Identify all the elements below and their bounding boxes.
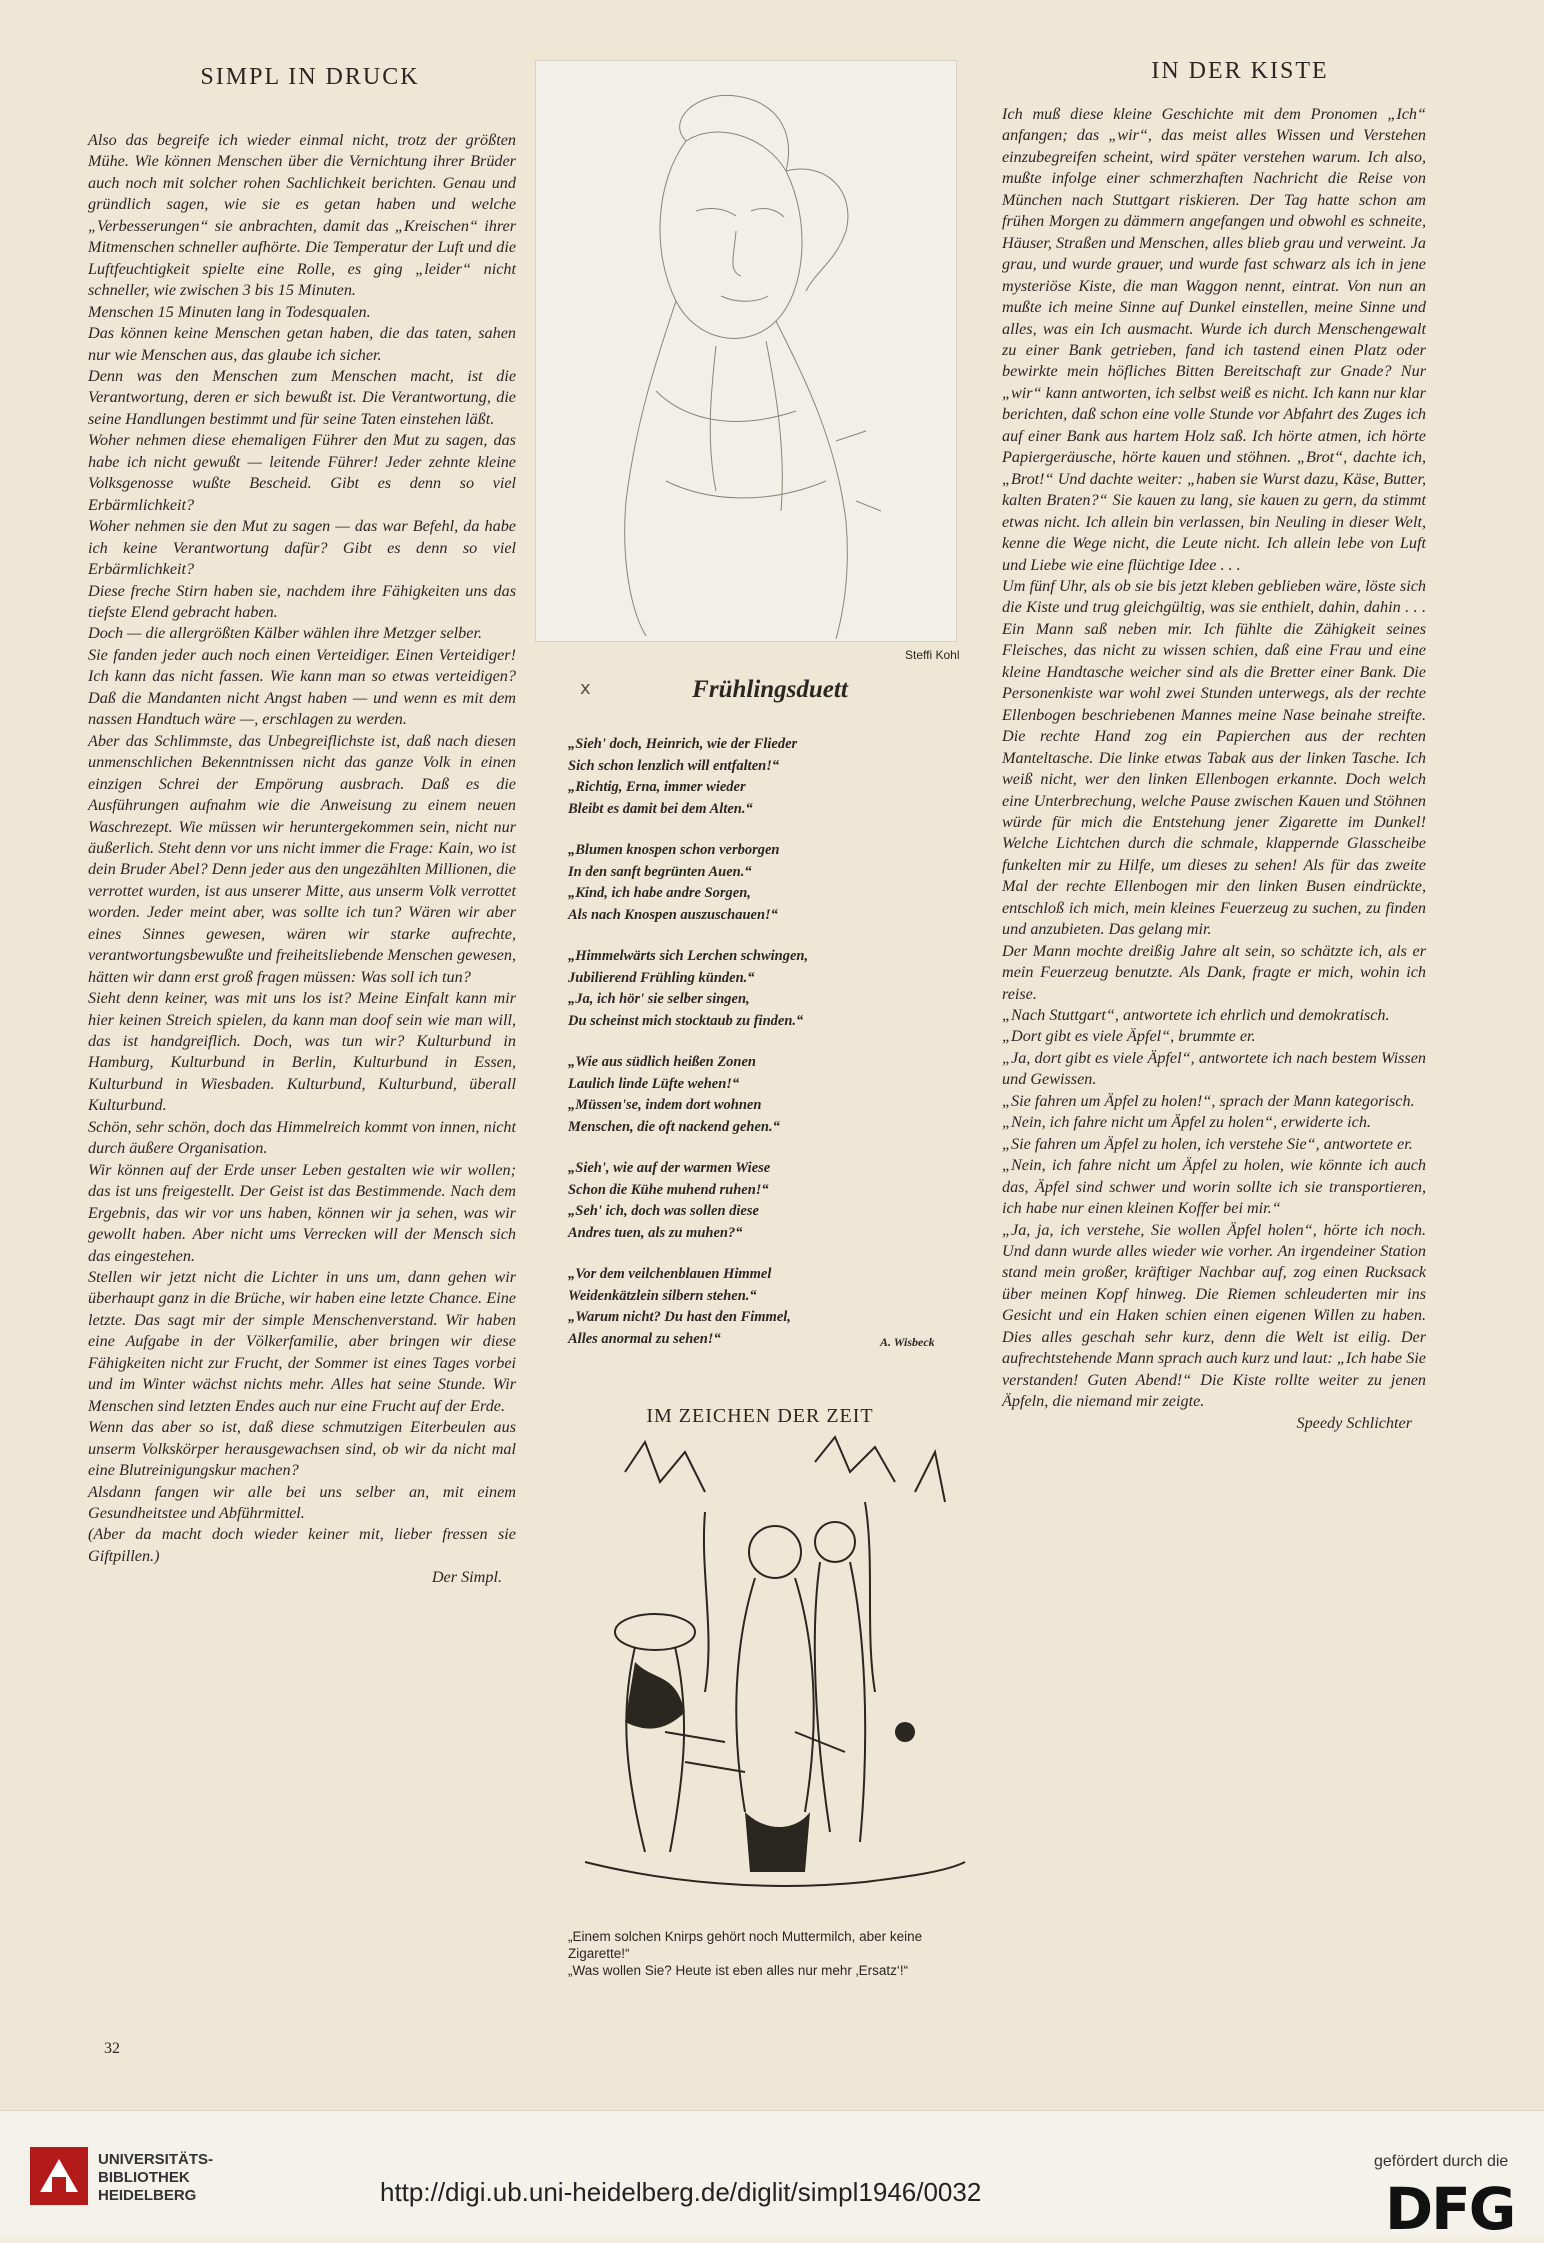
poem-line: Schon die Kühe muhend ruhen!“: [568, 1181, 769, 1198]
caption-line: „Was wollen Sie? Heute ist eben alles nur mehr ‚Ersatz‘!“: [568, 1963, 909, 1978]
poem-title: Frühlingsduett: [692, 676, 848, 703]
poem-line: „Warum nicht? Du hast den Fimmel,: [568, 1309, 791, 1325]
paragraph: Woher nehmen diese ehemaligen Führer den Mut zu sagen, das habe ich nicht gewußt — leitende Führer! Jeder zehnte kleine Volksgenosse wußte Bescheid. Gibt es denn so viel Erbärmlichkeit?: [88, 431, 516, 514]
paragraph: Alsdann fangen wir alle bei uns selber an, mit einem Gesundheitstee und Abführmittel.: [88, 1482, 516, 1522]
library-name-line: BIBLIOTHEK: [98, 2169, 190, 2186]
poem-line: In den sanft begrünten Auen.“: [568, 863, 752, 880]
poem-stanza: [568, 734, 968, 820]
right-column-heading: IN DER KISTE: [1151, 58, 1329, 84]
poem: [568, 734, 968, 1370]
paragraph: Wir können auf der Erde unser Leben gestalten wie wir wollen; das ist uns freigestellt. Der Geist ist das Bestimmende. Nach dem Ergebnis, das wir vor uns haben, können wir ja sehen, was wir gewollt haben. Aber nicht ums Verrecken will der Mensch sich das eingestehen.: [88, 1160, 516, 1265]
poem-line: Jubilierend Frühling künden.“: [568, 969, 755, 986]
poem-line: Menschen, die oft nackend gehen.“: [568, 1118, 780, 1135]
poem-line: „Müssen'se, indem dort wohnen: [568, 1097, 762, 1113]
paragraph: Stellen wir jetzt nicht die Lichter in uns um, dann gehen wir überhaupt ganz in die Brüche, wir haben eine letzte Chance. Eine letzte. Das sagt mir der simple Menschenverstand. Wir haben eine Aufgabe in der Völkerfamilie, aber bringen wir diese Fähigkeiten nicht zur Frucht, der Sommer ist eines Tages vorbei und im Winter wächst nichts mehr. Alles hat seine Stunde. Wir Menschen sind letzten Endes auch nur eine Frucht auf der Erde.: [88, 1268, 516, 1415]
paragraph: „Sie fahren um Äpfel zu holen!“, sprach der Mann kategorisch.: [1002, 1091, 1415, 1110]
paragraph: „Ja, dort gibt es viele Äpfel“, antwortete ich nach bestem Wissen und Gewissen.: [1002, 1048, 1426, 1089]
paragraph: Wenn das aber so ist, daß diese schmutzigen Eiterbeulen aus unserm Volkskörper herausgewachsen sind, ob wir da nicht mal eine Blutreinigungskur machen?: [88, 1418, 516, 1480]
poem-line: „Himmelwärts sich Lerchen schwingen,: [568, 948, 809, 964]
poem-line: Alles anormal zu sehen!“: [568, 1330, 721, 1347]
library-name: [98, 2151, 213, 2205]
paragraph: Sie fanden jeder auch noch einen Verteidiger. Einen Verteidiger! Ich kann das nicht fassen. Wie kann man so etwas verteidigen? Daß die Mandanten nicht Angst haben — und wenn es mit dem nassen Handtuch wäre —, erschlagen zu werden.: [88, 645, 516, 729]
university-library-logo-icon: [30, 2147, 88, 2205]
image-credit: Steffi Kohl: [905, 648, 960, 662]
poem-stanza: [568, 1052, 968, 1138]
poem-line: Als nach Knospen auszuschauen!“: [568, 906, 778, 923]
cartoon-drawing: [565, 1432, 975, 1920]
right-column-text: [1002, 104, 1426, 1434]
portrait-sketch: [535, 60, 957, 642]
paragraph: Woher nehmen sie den Mut zu sagen — das war Befehl, da habe ich keine Verantwortung dafür? Gibt es denn so viel Erbärmlichkeit?: [88, 517, 516, 579]
paragraph: (Aber da macht doch wieder keiner mit, lieber fressen sie Giftpillen.): [88, 1525, 516, 1565]
paragraph: „Ja, ja, ich verstehe, Sie wollen Äpfel holen“, hörte ich noch. Und dann wurde alles wieder wie vorher. An irgendeiner Station stand mein großer, kräftiger Nachbar auf, zog einen Rucksack über meinen Kopf hinweg. Die Riemen schleuderten mir ins Gesicht und ein Haken schien einen eigenen Willen zu haben. Dies alles geschah sehr kurz, denn die Welt ist eilig. Der aufrechtstehende Mann sprach auch kurz und laut: „Ich habe Sie verstanden! Guten Abend!“ Die Kiste rollte weiter zu jenen Äpfeln, die niemand mir zeigte.: [1002, 1220, 1426, 1411]
paragraph: Das können keine Menschen getan haben, die das taten, sahen nur wie Menschen aus, das glaube ich sicher.: [88, 324, 516, 364]
paragraph: Menschen 15 Minuten lang in Todesqualen.: [88, 302, 371, 321]
paragraph: Ich muß diese kleine Geschichte mit dem Pronomen „Ich“ anfangen; das „wir“, das meist alles Wissen und Verstehen einzubegreifen scheint, wird später verstehen warum. Ich also, mußte infolge einer schmerzhaften Nachricht die Reise von München nach Stuttgart riskieren. Der Tag hatte schon am frühen Morgen zu dämmern angefangen und obwohl es schneite, Häuser, Straßen und Menschen, alles blieb grau und verweint. Ja grau, und wurde grauer, und wurde fast schwarz als ich in jene mysteriöse Kiste, die man Waggon nennt, eintrat. Von nun an mußte ich meine Sinne auf Dunkel einstellen, meine Sinne und alles, was ein Ich ausmacht. Wurde ich durch Menschengewalt zu einer Bank getrieben, fand ich tastend einen Platz oder bewirkte mein höfliches Bitten Bereitschaft zur Gnade? Nur „wir“ kann antworten, ich selbst weiß es nicht. Ich kann nur klar berichten, daß schon eine volle Stunde vor Abfahrt des Zuges ich auf einer Bank aus hartem Holz saß. Ich hörte atmen, ich hörte Papiergeräusche, hörte kauen und stöhnen. „Brot“, dachte ich, „Brot!“ Und dachte weiter: „haben sie Wurst dazu, Käse, Butter, kalten Braten?“ Sie kauen zu lang, sie kauen zu gern, da stimmt etwas nicht. Ich allein bin verlassen, bin Neuling in dieser Welt, kenne die Wege nicht, die Leute nicht. Ich allein lebe von Luft und Liebe wie eine flüchtige Idee . . .: [1002, 105, 1426, 574]
library-name-line: HEIDELBERG: [98, 2187, 197, 2204]
poem-line: Weidenkätzlein silbern stehen.“: [568, 1287, 757, 1304]
portrait-sketch-drawing: [536, 61, 956, 641]
poem-line: „Blumen knospen schon verborgen: [568, 842, 780, 858]
poem-line: Sich schon lenzlich will entfalten!“: [568, 757, 780, 774]
digitization-footer: [0, 2110, 1544, 2243]
poem-line: „Vor dem veilchenblauen Himmel: [568, 1266, 772, 1282]
paragraph: „Nach Stuttgart“, antwortete ich ehrlich und demokratisch.: [1002, 1006, 1390, 1025]
caption-line: „Einem solchen Knirps gehört noch Muttermilch, aber keine Zigarette!“: [568, 1929, 923, 1961]
paragraph: „Dort gibt es viele Äpfel“, brummte er.: [1002, 1027, 1256, 1046]
cartoon-sketch: [565, 1432, 975, 1920]
paragraph: Aber das Schlimmste, das Unbegreiflichste ist, daß nach diesen unmenschlichen Bekenntnissen nicht das ganze Volk in einen einzigen Schrei der Empörung ausbrach. Daß es die Ausführungen aufnahm wie die Anweisung zu einem neuen Waschrezept. Wie müssen wir heruntergekommen sein, nicht nur äußerlich. Steht denn vor uns nicht immer die Frage: Kain, wo ist dein Bruder Abel? Denn jeder aus den ungezählten Millionen, die verrottet wurden, ist aus unserer Mitte, aus unserm Volk verrottet worden. Jeder meint aber, was sollte ich tun? Wären wir aber eines Sinnes gewesen, wären wir starke aufrechte, verantwortungsbewußte und freiheitsliebende Menschen gewesen, hätten wir dann erst groß fragen müssen: Was soll ich tun?: [88, 731, 516, 986]
poem-line: „Sieh', wie auf der warmen Wiese: [568, 1160, 771, 1176]
poem-line: „Seh' ich, doch was sollen diese: [568, 1203, 759, 1219]
poem-stanza: [568, 1158, 968, 1244]
paragraph: Also das begreife ich wieder einmal nicht, trotz der größten Mühe. Wie können Menschen über die Vernichtung ihrer Brüder auch noch mit solcher rohen Sachlichkeit berichten. Genau und gründlich sagen, wie sie es getan haben und welche „Verbesserungen“ sie anbrachten, damit das „Kreischen“ ihrer Mitmenschen schneller aufhörte. Die Temperatur der Luft und die Luftfeuchtigkeit spielte eine Rolle, es ging „leider“ nicht schneller, wie zwischen 3 bis 15 Minuten.: [88, 131, 516, 300]
paragraph: Der Mann mochte dreißig Jahre alt sein, so schätzte ich, als er mein Feuerzeug benutzte. Als Dank, fragte er mich, wohin ich reise.: [1002, 941, 1426, 1003]
poem-line: „Ja, ich hör' sie selber singen,: [568, 991, 750, 1007]
paragraph: Schön, sehr schön, doch das Himmelreich kommt von innen, nicht durch äußere Organisation.: [88, 1117, 516, 1158]
poem-stanza: [568, 840, 968, 926]
source-url-link[interactable]: http://digi.ub.uni-heidelberg.de/diglit/simpl1946/0032: [380, 2177, 982, 2207]
paragraph: Denn was den Menschen zum Menschen macht, ist die Verantwortung, deren er sich bewußt ist. Die Verantwortung, die seine Handlungen bestimmt und für seine Taten einstehen läßt.: [88, 366, 516, 428]
paragraph: Sieht denn keiner, was mit uns los ist? Meine Einfalt kann mir hier keinen Streich spielen, da kann man doof sein wie man will, das ist handgreiflich. Doch, was tun wir? Kulturbund in Hamburg, Kulturbund in Berlin, Kulturbund in Essen, Kulturbund in Wiesbaden. Kulturbund, Kulturbund, überall Kulturbund.: [88, 989, 516, 1115]
poem-author: A. Wisbeck: [880, 1335, 935, 1349]
left-column-text: [88, 130, 516, 1589]
poem-line: „Sieh' doch, Heinrich, wie der Flieder: [568, 736, 798, 752]
poem-line: Bleibt es damit bei dem Alten.“: [568, 800, 753, 817]
cartoon-caption: [568, 1928, 978, 1979]
library-name-line: UNIVERSITÄTS-: [98, 2151, 214, 2168]
left-signature: Der Simpl.: [431, 1568, 502, 1587]
poem-line: Du scheinst mich stocktaub zu finden.“: [568, 1012, 804, 1029]
poem-line: Andres tuen, als zu muhen?“: [568, 1224, 743, 1241]
paragraph: Doch — die allergrößten Kälber wählen ihre Metzger selber.: [88, 624, 482, 643]
left-column-heading: SIMPL IN DRUCK: [200, 64, 420, 90]
page-number: 32: [104, 2040, 120, 2057]
paragraph: „Nein, ich fahre nicht um Äpfel zu holen, wie könnte ich auch das, Äpfel sind schwer und worin sollte ich sie transportieren, ich habe nur einen kleinen Koffer bei mir.“: [1002, 1156, 1426, 1218]
paragraph: Um fünf Uhr, als ob sie bis jetzt kleben geblieben wäre, löste sich die Kiste und trug gleichgültig, was sie enthielt, dahin, dahin . . . Ein Mann saß neben mir. Ich fühlte die Zähigkeit seines Fleisches, das nicht zu wissen schien, daß eine Frau und eine kleine Handtasche weicher sind als die Bretter einer Bank. Die Personenkiste war wohl zwei Stunden unterwegs, als der rechte Ellenbogen beschriebenen Mannes meine Nase beinahe streifte. Die rechte Hand zog ein Papierchen aus der rechten Manteltasche. Die linke etwas Tabak aus der linken Tasche. Ich weiß nicht, wer den linken Ellenbogen erkannte. Doch welch eine Unterbrechung, welche Pause zwischen Kauen und Stöhnen würde für mich die Entstehung jener Zigarette im Dunkel! Welche Lichtchen durch die schmale, klappernde Glasscheibe funkelten mir zu Hilfe, um dieses zu sehen! Als für das zweite Mal der rechte Ellenbogen mir den linken Busen eindrückte, entschloß ich mich, mein kleines Feuerzeug zu suchen, zu finden und anzubieten. Das gelang mir.: [1002, 576, 1426, 939]
poem-line: „Wie aus südlich heißen Zonen: [568, 1054, 756, 1070]
paragraph: „Nein, ich fahre nicht um Äpfel zu holen“, erwiderte ich.: [1002, 1113, 1371, 1132]
dfg-logo: DFG: [1385, 2175, 1515, 2243]
poem-line: Laulich linde Lüfte wehen!“: [568, 1075, 740, 1092]
paragraph: Diese freche Stirn haben sie, nachdem ihre Fähigkeiten uns das tiefste Elend gebracht haben.: [88, 581, 516, 621]
poem-line: „Kind, ich habe andre Sorgen,: [568, 885, 751, 901]
right-signature: Speedy Schlichter: [1296, 1413, 1412, 1432]
paragraph: „Sie fahren um Äpfel zu holen, ich verstehe Sie“, antwortete er.: [1002, 1134, 1413, 1153]
poem-line: „Richtig, Erna, immer wieder: [568, 779, 746, 795]
funding-note: gefördert durch die: [1374, 2153, 1509, 2170]
cartoon-title: IM ZEICHEN DER ZEIT: [646, 1405, 874, 1427]
poem-stanza: [568, 946, 968, 1032]
margin-mark: x: [580, 678, 591, 699]
